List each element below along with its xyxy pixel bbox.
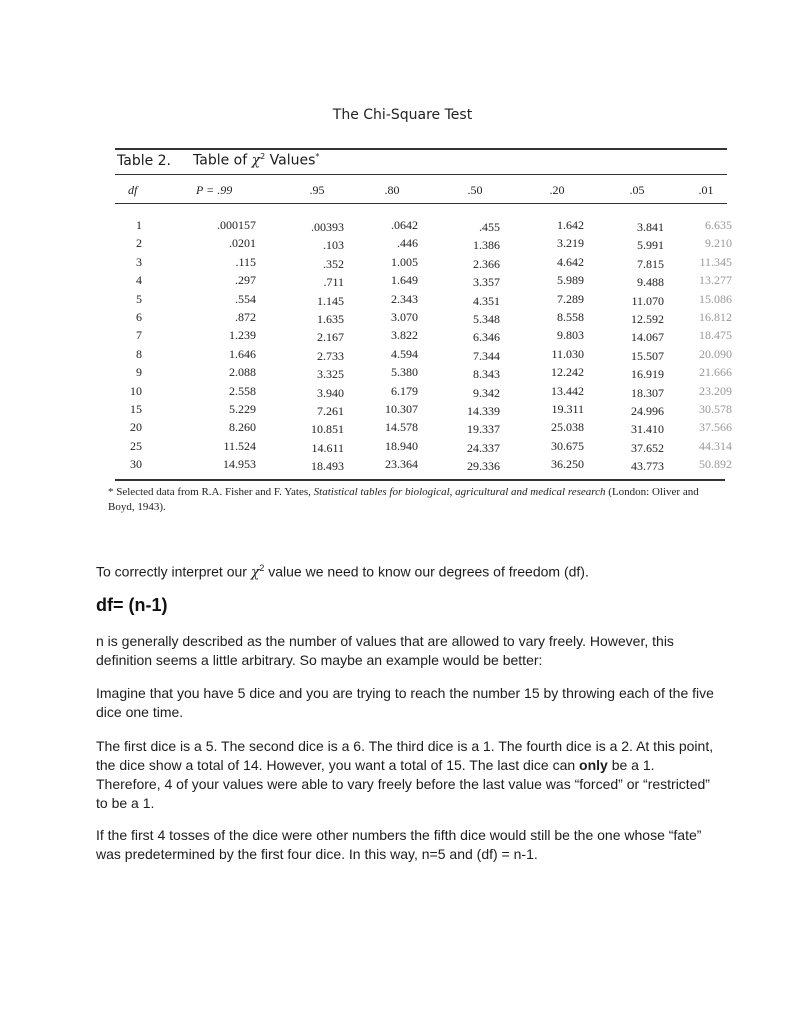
table-cell: 14.953 bbox=[223, 457, 256, 471]
paragraph-definition: n is generally described as the number of values that are allowed to vary freely. However, this definition seems a little arbitrary. So maybe an example would be better: bbox=[96, 633, 674, 668]
table-cell: 1.005 bbox=[391, 255, 418, 269]
table-cell: 23.209 bbox=[699, 384, 732, 398]
table-cell: 14.339 bbox=[467, 404, 500, 418]
table-cell: .554 bbox=[235, 292, 256, 306]
footnote-title: Statistical tables for biological, agricultural and medical research bbox=[313, 486, 606, 498]
table-cell: 13.442 bbox=[551, 384, 584, 398]
p-header-4: .20 bbox=[549, 183, 565, 197]
table-cell: 36.250 bbox=[551, 457, 584, 471]
table-cell: 18.493 bbox=[311, 459, 344, 473]
table-cell: 44.314 bbox=[699, 439, 732, 453]
table-cell: 4.642 bbox=[557, 255, 584, 269]
table-cell: 19.311 bbox=[551, 402, 584, 416]
p-header-0: P = .99 bbox=[196, 183, 233, 197]
p3-bold: only bbox=[579, 757, 608, 773]
intro-after: value we need to know our degrees of freedom (df). bbox=[264, 563, 589, 580]
table-cell: 3.070 bbox=[391, 310, 418, 324]
df-formula: df= (n-1) bbox=[96, 595, 168, 615]
table-cell: 1.649 bbox=[391, 273, 418, 287]
table-cell: .711 bbox=[323, 275, 344, 289]
intro-exp: 2 bbox=[259, 563, 265, 573]
df-cell: 2 bbox=[136, 236, 142, 250]
table-title-suffix: Values bbox=[265, 152, 316, 169]
table-cell: 6.346 bbox=[473, 330, 500, 344]
paragraph-dice-walkthrough bbox=[96, 737, 716, 813]
table-cell: .0201 bbox=[229, 236, 256, 250]
table-cell: 2.558 bbox=[229, 384, 256, 398]
df-cell: 25 bbox=[130, 439, 142, 453]
table-cell: 13.277 bbox=[699, 273, 732, 287]
table-cell: .000157 bbox=[217, 218, 256, 232]
table-cell: 50.892 bbox=[699, 457, 732, 471]
paragraph-dice-example: Imagine that you have 5 dice and you are trying to reach the number 15 by throwing each of the five dice one time. bbox=[96, 685, 714, 720]
table-cell: 7.344 bbox=[473, 349, 500, 363]
p-header-1: .95 bbox=[309, 183, 325, 197]
table-cell: 5.348 bbox=[473, 312, 500, 326]
table-cell: 11.345 bbox=[699, 255, 732, 269]
table-cell: 12.242 bbox=[551, 365, 584, 379]
df-cell: 15 bbox=[130, 402, 142, 416]
df-cell: 1 bbox=[136, 218, 142, 232]
df-cell: 5 bbox=[136, 292, 142, 306]
table-cell: 15.507 bbox=[631, 349, 664, 363]
table-cell: 24.996 bbox=[631, 404, 664, 418]
table-cell: 3.940 bbox=[317, 386, 344, 400]
table-cell: 7.815 bbox=[637, 257, 664, 271]
table-cell: .115 bbox=[235, 255, 256, 269]
table-number: Table 2. bbox=[117, 152, 172, 169]
p-header-2: .80 bbox=[384, 183, 400, 197]
table-cell: 14.611 bbox=[311, 441, 344, 455]
table-caption bbox=[117, 152, 319, 169]
table-cell: 8.260 bbox=[229, 420, 256, 434]
table-cell: 8.343 bbox=[473, 367, 500, 381]
table-cell: 14.578 bbox=[385, 420, 418, 434]
table-cell: 18.307 bbox=[631, 386, 664, 400]
table-cell: 2.088 bbox=[229, 365, 256, 379]
df-cell: 20 bbox=[130, 420, 142, 434]
table-cell: 14.067 bbox=[631, 330, 664, 344]
table-cell: 7.261 bbox=[317, 404, 344, 418]
table-cell: 1.646 bbox=[229, 347, 256, 361]
table-cell: 20.090 bbox=[699, 347, 732, 361]
df-cell: 30 bbox=[130, 457, 142, 471]
p3-after: be a 1. Therefore, 4 of your values were able to vary freely before the last value was “forced” or “restricted” to be a 1. bbox=[96, 757, 710, 811]
table-cell: 10.851 bbox=[311, 422, 344, 436]
table-bottom-rule bbox=[115, 479, 725, 481]
table-cell: 2.733 bbox=[317, 349, 344, 363]
table-cell: 3.841 bbox=[637, 220, 664, 234]
table-cell: .455 bbox=[479, 220, 500, 234]
table-cell: .872 bbox=[235, 310, 256, 324]
table-cell: 2.366 bbox=[473, 257, 500, 271]
table-subheader-rule bbox=[115, 203, 727, 204]
table-cell: .103 bbox=[323, 238, 344, 252]
table-cell: 1.642 bbox=[557, 218, 584, 232]
table-cell: 10.307 bbox=[385, 402, 418, 416]
df-column-header: df bbox=[128, 183, 138, 197]
table-cell: 9.210 bbox=[705, 236, 732, 250]
df-cell: 7 bbox=[136, 328, 142, 342]
intro-chi: χ bbox=[250, 564, 260, 581]
table-cell: 3.357 bbox=[473, 275, 500, 289]
p3-before: The first dice is a 5. The second dice is a 6. The third dice is a 1. The fourth dice is a 2. At this point, the dice show a total of 14. However, you want a total of 15. The last dice can bbox=[96, 738, 714, 773]
table-footnote bbox=[108, 485, 728, 515]
table-cell: 16.812 bbox=[699, 310, 732, 324]
table-cell: 18.940 bbox=[385, 439, 418, 453]
footnote-text: Selected data from R.A. Fisher and F. Yates, bbox=[113, 486, 314, 498]
table-cell: 11.030 bbox=[551, 347, 584, 361]
paragraph-conclusion: If the first 4 tosses of the dice were other numbers the fifth dice would still be the one whose “fate” was predetermined by the first four dice. In this way, n=5 and (df) = n-1. bbox=[96, 827, 702, 862]
intro-before: To correctly interpret our bbox=[96, 563, 251, 580]
table-cell: 31.410 bbox=[631, 422, 664, 436]
table-cell: 1.239 bbox=[229, 328, 256, 342]
footnote-mark: * bbox=[108, 486, 114, 498]
table-cell: 29.336 bbox=[467, 459, 500, 473]
table-cell: 21.666 bbox=[699, 365, 732, 379]
table-cell: 5.991 bbox=[637, 238, 664, 252]
table-cell: 4.351 bbox=[473, 294, 500, 308]
table-cell: 9.342 bbox=[473, 386, 500, 400]
table-cell: 3.219 bbox=[557, 236, 584, 250]
table-cell: 6.179 bbox=[391, 384, 418, 398]
footnote-publisher: (London: Oliver and Boyd, 1943). bbox=[108, 486, 699, 513]
intro-paragraph bbox=[96, 559, 716, 583]
table-cell: 8.558 bbox=[557, 310, 584, 324]
p-header-5: .05 bbox=[629, 183, 645, 197]
table-cell: 43.773 bbox=[631, 459, 664, 473]
table-cell: 30.578 bbox=[699, 402, 732, 416]
table-cell: 7.289 bbox=[557, 292, 584, 306]
table-cell: 6.635 bbox=[705, 218, 732, 232]
table-cell: .00393 bbox=[311, 220, 344, 234]
page-title: The Chi-Square Test bbox=[332, 107, 473, 123]
table-cell: 11.070 bbox=[631, 294, 664, 308]
table-cell: .297 bbox=[235, 273, 256, 287]
table-cell: 5.989 bbox=[557, 273, 584, 287]
p-header-3: .50 bbox=[467, 183, 483, 197]
table-cell: 1.635 bbox=[317, 312, 344, 326]
df-cell: 6 bbox=[136, 310, 142, 324]
table-cell: 1.386 bbox=[473, 238, 500, 252]
table-cell: 5.229 bbox=[229, 402, 256, 416]
table-cell: 11.524 bbox=[223, 439, 256, 453]
table-top-rule bbox=[115, 148, 727, 150]
table-cell: 24.337 bbox=[467, 441, 500, 455]
df-cell: 10 bbox=[130, 384, 142, 398]
table-cell: 9.803 bbox=[557, 328, 584, 342]
table-title-mark: * bbox=[315, 152, 320, 161]
table-cell: .0642 bbox=[391, 218, 418, 232]
table-cell: 4.594 bbox=[391, 347, 418, 361]
df-cell: 4 bbox=[136, 273, 142, 287]
chi-exponent: 2 bbox=[260, 152, 266, 161]
table-cell: 18.475 bbox=[699, 328, 732, 342]
table-cell: 12.592 bbox=[631, 312, 664, 326]
p-header-6: .01 bbox=[698, 183, 714, 197]
table-cell: .352 bbox=[323, 257, 344, 271]
table-header-rule bbox=[115, 174, 727, 175]
chi-symbol: χ bbox=[251, 152, 261, 169]
df-cell: 3 bbox=[136, 255, 142, 269]
table-cell: 3.325 bbox=[317, 367, 344, 381]
table-cell: 19.337 bbox=[467, 422, 500, 436]
table-cell: 37.566 bbox=[699, 420, 732, 434]
table-cell: 16.919 bbox=[631, 367, 664, 381]
table-title-prefix: Table of bbox=[193, 152, 252, 169]
df-cell: 9 bbox=[136, 365, 142, 379]
table-cell: 15.086 bbox=[699, 292, 732, 306]
df-cell: 8 bbox=[136, 347, 142, 361]
table-cell: 1.145 bbox=[317, 294, 344, 308]
table-cell: 25.038 bbox=[551, 420, 584, 434]
table-cell: 2.167 bbox=[317, 330, 344, 344]
table-cell: 23.364 bbox=[385, 457, 418, 471]
table-cell: 3.822 bbox=[391, 328, 418, 342]
table-cell: 5.380 bbox=[391, 365, 418, 379]
table-cell: 37.652 bbox=[631, 441, 664, 455]
table-cell: 9.488 bbox=[637, 275, 664, 289]
table-cell: 30.675 bbox=[551, 439, 584, 453]
table-cell: 2.343 bbox=[391, 292, 418, 306]
table-cell: .446 bbox=[397, 236, 418, 250]
